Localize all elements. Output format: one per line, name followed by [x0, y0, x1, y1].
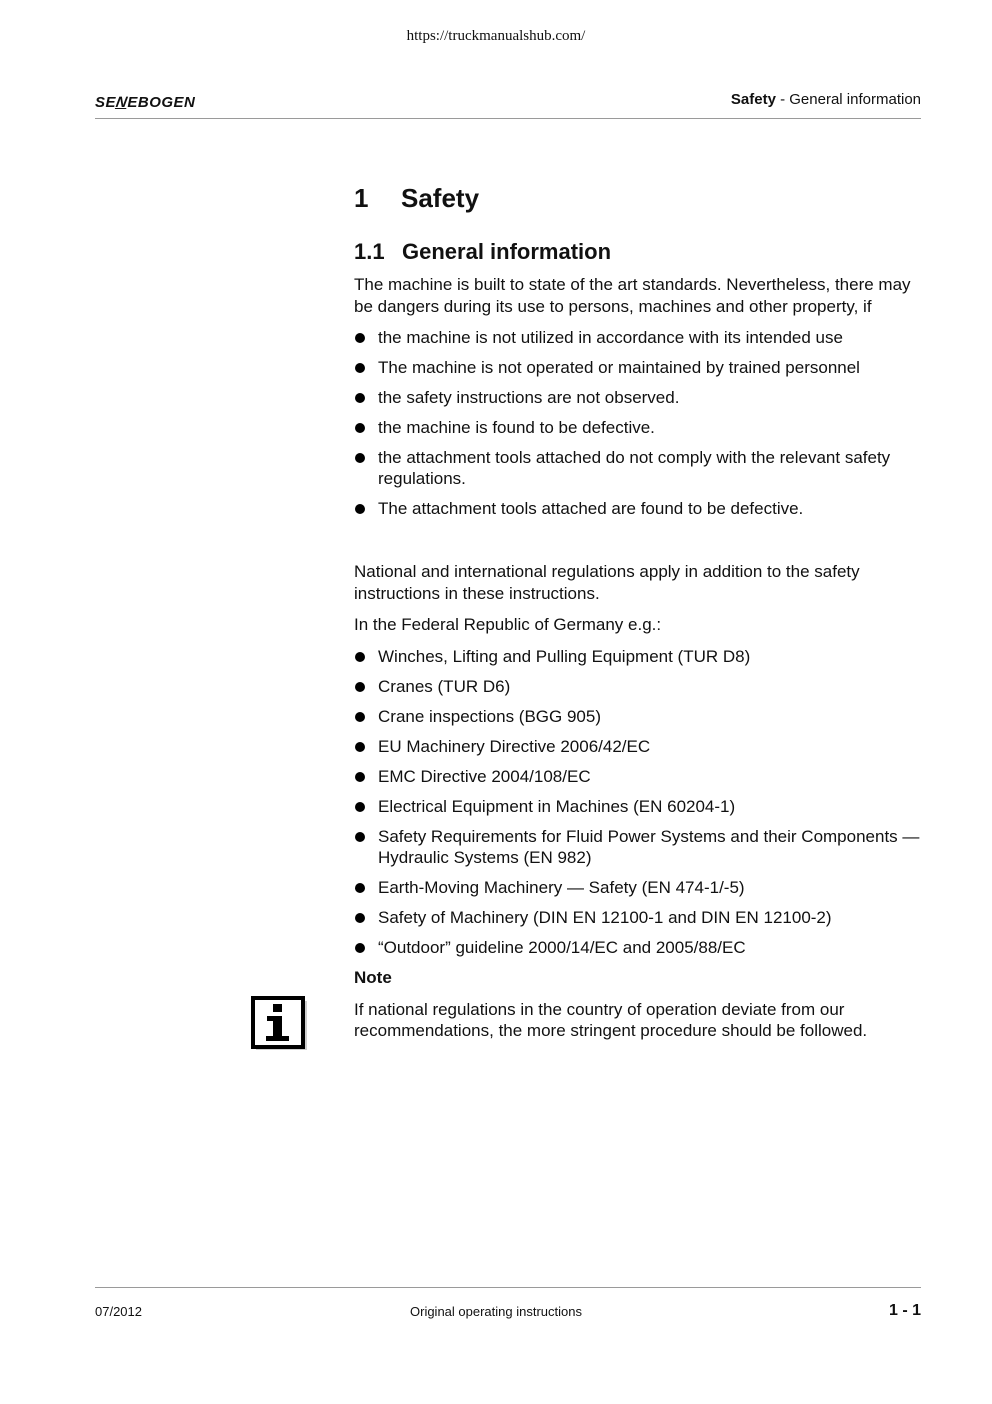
conditions-list — [354, 327, 924, 519]
header-rule — [95, 118, 921, 119]
list-item: the attachment tools attached do not comply with the relevant safety regulations. — [354, 447, 924, 489]
regulations-list — [354, 646, 924, 958]
list-item: EU Machinery Directive 2006/42/EC — [354, 736, 924, 757]
section-number: 1.1 — [354, 239, 385, 264]
note-text: If national regulations in the country of operation deviate from our recommendations, the more stringent procedure should be followed. — [354, 999, 868, 1040]
brand-logo-post: EBOGEN — [127, 94, 196, 111]
footer-center: Original operating instructions — [410, 1304, 582, 1319]
note-title: Note — [354, 967, 392, 987]
list-item: Earth-Moving Machinery — Safety (EN 474-1/-5) — [354, 877, 924, 898]
brand-logo-mid: N — [114, 94, 129, 111]
footer-rule — [95, 1287, 921, 1288]
intro-paragraph: The machine is built to state of the art standards. Nevertheless, there may be dangers during its use to persons, machines and other property, if — [354, 275, 911, 316]
list-item: the machine is not utilized in accordance with its intended use — [354, 327, 924, 348]
list-item: Safety Requirements for Fluid Power Systems and their Components — Hydraulic Systems (EN 982) — [354, 826, 924, 868]
chapter-title: Safety — [401, 183, 480, 213]
spacer — [354, 528, 924, 561]
list-item: Safety of Machinery (DIN EN 12100-1 and DIN EN 12100-2) — [354, 907, 924, 928]
brand-logo-pre: SE — [95, 94, 117, 111]
header-section: Safety — [730, 91, 776, 108]
list-item: The attachment tools attached are found to be defective. — [354, 498, 924, 519]
section-title: General information — [402, 239, 612, 264]
main-content — [354, 180, 924, 1052]
list-item: Electrical Equipment in Machines (EN 60204-1) — [354, 796, 924, 817]
footer-date: 07/2012 — [95, 1304, 142, 1319]
running-header — [731, 91, 921, 108]
list-item: the safety instructions are not observed. — [354, 387, 924, 408]
list-item: The machine is not operated or maintained by trained personnel — [354, 357, 924, 378]
list-item: Winches, Lifting and Pulling Equipment (TUR D8) — [354, 646, 924, 667]
info-icon — [251, 996, 307, 1050]
list-item: EMC Directive 2004/108/EC — [354, 766, 924, 787]
list-item: “Outdoor” guideline 2000/14/EC and 2005/88/EC — [354, 937, 924, 958]
list-item: the machine is found to be defective. — [354, 417, 924, 438]
header-subsection: General information — [789, 91, 921, 108]
chapter-heading — [354, 180, 924, 216]
regulations-intro: National and international regulations apply in addition to the safety instructions in these instructions. — [354, 562, 860, 603]
list-item: Cranes (TUR D6) — [354, 676, 924, 697]
section-heading — [354, 238, 924, 266]
brand-logo — [95, 94, 195, 111]
germany-intro: In the Federal Republic of Germany e.g.: — [354, 615, 662, 634]
page-number: 1 - 1 — [888, 1302, 921, 1319]
header-separator: - — [775, 91, 790, 108]
list-item: Crane inspections (BGG 905) — [354, 706, 924, 727]
chapter-number: 1 — [354, 183, 369, 213]
source-url[interactable]: https://truckmanualshub.com/ — [406, 28, 586, 44]
